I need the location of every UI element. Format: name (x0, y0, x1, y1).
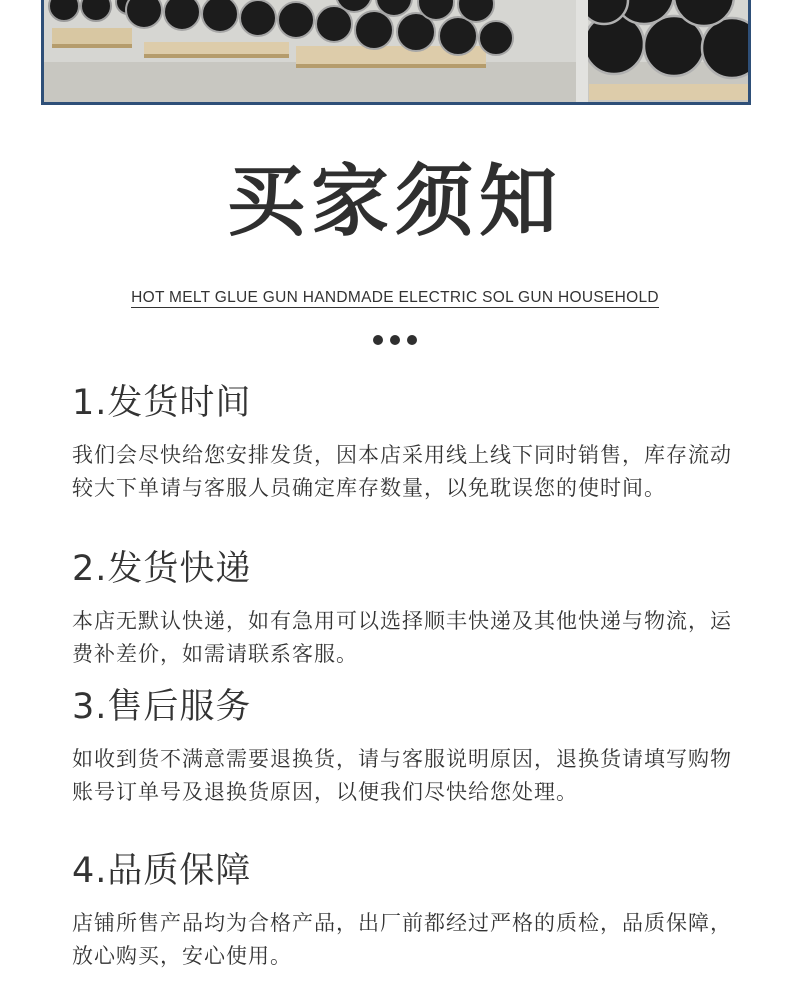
ellipsis-divider (0, 333, 790, 349)
dot-icon (390, 335, 400, 345)
section-heading: 4.品质保障 (72, 851, 252, 891)
section-courier (72, 547, 732, 671)
section-body: 本店无默认快递，如有急用可以选择顺丰快递及其他快递与物流，运费补差价，如需请联系客服。 (72, 609, 732, 666)
section-body: 如收到货不满意需要退换货，请与客服说明原因，退换货请填写购物账号订单号及退换货原因，以便我们尽快给您处理。 (72, 747, 732, 804)
page-subtitle-text: HOT MELT GLUE GUN HANDMADE ELECTRIC SOL GUN HOUSEHOLD (131, 289, 659, 306)
section-body: 店铺所售产品均为合格产品，出厂前都经过严格的质检，品质保障，放心购买，安心使用。 (72, 911, 732, 968)
section-shipping-time (72, 381, 732, 505)
dot-icon (407, 335, 417, 345)
product-photo (41, 0, 751, 105)
dot-icon (373, 335, 383, 345)
section-heading: 3.售后服务 (72, 687, 252, 727)
page-subtitle (0, 289, 790, 307)
section-heading: 1.发货时间 (72, 383, 252, 423)
section-after-sales (72, 685, 732, 809)
section-quality (72, 849, 732, 973)
section-heading: 2.发货快递 (72, 549, 252, 589)
section-body: 我们会尽快给您安排发货，因本店采用线上线下同时销售，库存流动较大下单请与客服人员确定库存数量，以免耽误您的使时间。 (72, 443, 732, 500)
page-title: 买家须知 (226, 157, 563, 247)
